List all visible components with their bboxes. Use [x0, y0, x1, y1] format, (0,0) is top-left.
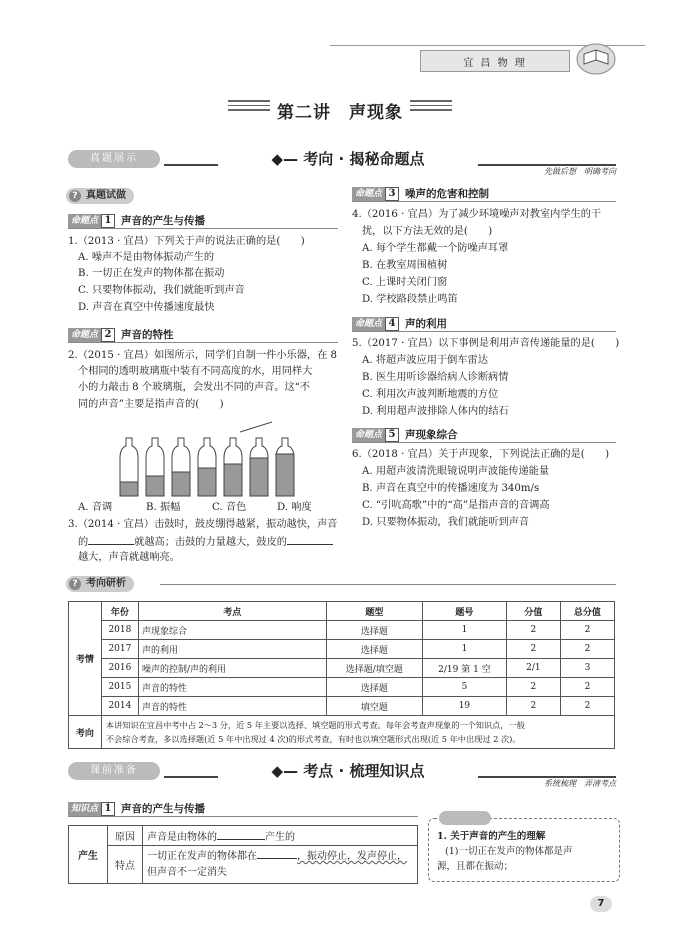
- topic-4-heading: 命题点 4 声的利用: [352, 316, 447, 331]
- zhenti-pill: ? 真题试做: [66, 188, 134, 204]
- q2-option-c: C. 音色: [212, 502, 247, 513]
- q1-stem: 1.（2013 · 宜昌）下列关于声的说法正确的是( ): [68, 236, 305, 247]
- section-title: ◆— 考点 · 梳理知识点: [218, 760, 478, 780]
- topic-1-heading: 命题点 1 声音的产生与传播: [68, 213, 205, 228]
- table-row: 2017 声的利用 选择题 1 2 2: [69, 640, 615, 659]
- q2-line-1: 2.（2015 · 宜昌）如图所示，同学们自制一件小乐器，在 8: [68, 350, 338, 361]
- q1-option-a: A. 噪声不是由物体振动产生的: [78, 252, 215, 263]
- q5-option-b: B. 医生用听诊器给病人诊断病情: [362, 372, 509, 383]
- kaoxiang-pill: ? 考向研析: [66, 576, 134, 592]
- q2-line-3: 小的力敲击 8 个玻璃瓶，会发出不同的声音。这“不: [78, 382, 311, 393]
- topic-2-heading: 命题点 2 声音的特性: [68, 327, 174, 342]
- q4-option-b: B. 在教室周围植树: [362, 260, 448, 271]
- tip-cap: [439, 811, 491, 825]
- table-row: 2016 噪声的控制/声的利用 选择题/填空题 2/19 第 1 空 2/1 3: [69, 659, 615, 678]
- question-icon: ?: [69, 190, 81, 202]
- q6-option-b: B. 声音在真空中的传播速度为 340m/s: [362, 483, 540, 494]
- q2-option-b: B. 振幅: [146, 502, 181, 513]
- topic-5-heading: 命题点 5 声现象综合: [352, 427, 458, 442]
- tip-title: 1. 关于声音的产生的理解: [437, 831, 546, 842]
- q5-option-a: A. 将超声波应用于倒车雷达: [362, 355, 488, 366]
- q1-option-d: D. 声音在真空中传播速度最快: [78, 302, 215, 313]
- tip-box: [428, 818, 620, 882]
- q6-option-a: A. 用超声波清洗眼镜说明声波能传递能量: [362, 466, 550, 477]
- kaoxiang-text: 本讲知识在宜昌中考中占 2～3 分，近 5 年主要以选择、填空题的形式考查。每年会考查声现象的一个知识点，一般 不会综合考查，多以选择题(近 5 年中出现过 4 次)的形式考查，有时也以填空题形式出现(近 5 年中出现过 2 次)。: [101, 716, 614, 749]
- zsd-1-heading: 知识点 1 声音的产生与传播: [68, 801, 205, 816]
- section-title: ◆— 考向 · 揭秘命题点: [218, 148, 478, 168]
- q2-option-a: A. 音调: [78, 502, 113, 513]
- q2-option-d: D. 响度: [277, 502, 312, 513]
- q4-line-1: 4.（2016 · 宜昌）为了减少环境噪声对教室内学生的干: [352, 209, 602, 220]
- page-number: 7: [590, 896, 612, 912]
- q1-option-c: C. 只要物体振动，我们就能听到声音: [78, 285, 245, 296]
- q2-line-2: 个相同的透明玻璃瓶中装有不同高度的水，用同样大: [78, 366, 313, 377]
- q6-option-d: D. 只要物体振动，我们就能听到声音: [362, 517, 530, 528]
- chapter-deco-right: [410, 100, 452, 112]
- header-label: 宜 昌 物 理: [420, 50, 570, 72]
- row-label-kaoqing: 考情: [69, 602, 102, 716]
- q4-line-2: 扰，以下方法无效的是( ): [362, 226, 493, 237]
- q6-line-1: 6.（2018 · 宜昌）关于声现象，下列说法正确的是( ): [352, 449, 610, 460]
- q4-option-a: A. 每个学生都戴一个防噪声耳罩: [362, 243, 509, 254]
- topic-3-heading: 命题点 3 噪声的危害和控制: [352, 186, 489, 201]
- q2-line-4: 同的声音”主要是指声音的( ): [78, 399, 224, 410]
- section-subtitle: 系统梳理 弄清考点: [544, 779, 616, 788]
- section-tag: 真题展示: [68, 150, 160, 168]
- row-label-kaoxiang: 考向: [69, 716, 102, 749]
- q3-line-3: 越大，声音就越响亮。: [78, 552, 180, 563]
- glass-bottles-figure: [110, 418, 310, 500]
- tip-line-2: 源，且都在振动；: [437, 861, 514, 872]
- q5-line-1: 5.（2017 · 宜昌）以下事例是利用声音传递能量的是( ): [352, 338, 620, 349]
- q5-option-c: C. 利用次声波判断地震的方位: [362, 389, 499, 400]
- q3-line-2: 的 就越高；击鼓的力量越大，鼓皮的: [78, 534, 333, 551]
- q1-option-b: B. 一切正在发声的物体都在振动: [78, 268, 225, 279]
- section-bar-1: [68, 148, 616, 176]
- exam-analysis-table: 考情 年份 考点 题型 题号 分值 总分值 2018 声现象综合 选择题 1 2 2 2017 声的利用 选择题 1 2 2 2016 噪声的控制/声的利用 选择题/填空题 2/19 第 1 空 2/1 3 2015 声音的特性 选择题 5 2 2 2014 声音的特性 填空题 19 2 2 考向 本讲知识在宜昌中考中占 2～3 分，近 5 年主要以选择、填空题的形式考查。每年会考查声现象的一个知识点，一般 不会综合考查，多以选择题(近 5 年中出现过 4 次)的形式考查，有时也以填空题形式出现(近 5 年中出现过 2 次)。: [68, 601, 615, 749]
- knowledge-table: 产生 原因 声音是由物体的 产生的 特点 一切正在发声的物体都在 ，振动停止，发声停止， 但声音不一定消失: [68, 825, 418, 884]
- question-icon: ?: [69, 578, 81, 590]
- tip-line-1: (1)一切正在发声的物体都是声: [445, 846, 573, 857]
- table-row: 2015 声音的特性 选择题 5 2 2: [69, 678, 615, 697]
- book-icon: [576, 42, 616, 76]
- q4-option-c: C. 上课时关闭门窗: [362, 277, 448, 288]
- table-row: 2014 声音的特性 填空题 19 2 2: [69, 697, 615, 716]
- q4-option-d: D. 学校路段禁止鸣笛: [362, 294, 458, 305]
- chapter-title: 第二讲 声现象: [277, 103, 403, 123]
- q6-option-c: C. “引吭高歌”中的“高”是指声音的音调高: [362, 500, 550, 511]
- section-bar-2: [68, 760, 616, 788]
- section-tag: 课前准备: [68, 762, 160, 780]
- q5-option-d: D. 利用超声波排除人体内的结石: [362, 406, 509, 417]
- section-subtitle: 先做后想 明确考向: [544, 167, 616, 176]
- table-row: 2018 声现象综合 选择题 1 2 2: [69, 621, 615, 640]
- q3-line-1: 3.（2014 · 宜昌）击鼓时，鼓皮绷得越紧，振动越快，声音: [68, 519, 338, 530]
